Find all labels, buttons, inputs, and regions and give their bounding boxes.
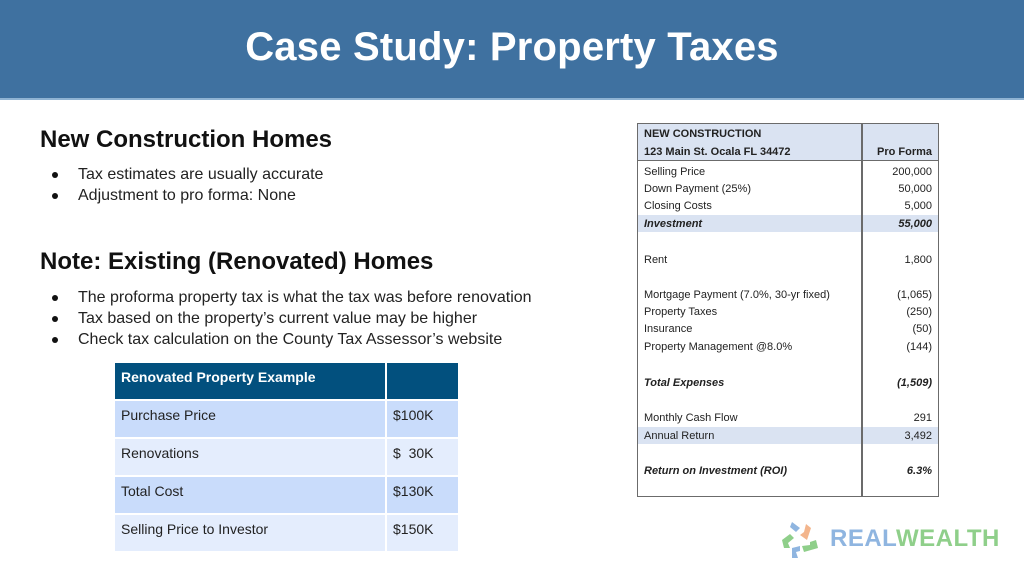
row-label: Annual Return (644, 429, 715, 442)
row-value: 5,000 (904, 199, 932, 212)
table-cell-value: $100K (386, 400, 459, 438)
pro-forma-header (638, 124, 938, 161)
pro-forma-title: NEW CONSTRUCTION (644, 128, 762, 140)
row-monthly-cash-flow (638, 409, 938, 426)
row-value: 50,000 (898, 182, 932, 195)
table-cell-value: $130K (386, 476, 459, 514)
pro-forma-column-header: Pro Forma (876, 146, 932, 158)
row-value: 1,800 (904, 253, 932, 266)
table-cell-label: Total Cost (114, 476, 386, 514)
row-value: 3,492 (904, 429, 932, 442)
table-cell-label: Purchase Price (114, 400, 386, 438)
existing-homes-bullets (50, 287, 532, 350)
row-investment (638, 215, 938, 232)
slide-title: Case Study: Property Taxes (245, 24, 779, 69)
existing-homes-heading: Note: Existing (Renovated) Homes (40, 248, 434, 275)
row-label: Total Expenses (644, 376, 725, 389)
table-header-cell (386, 362, 459, 400)
bullet-item: Tax based on the property’s current value may be higher (50, 308, 532, 329)
row-property-management (638, 338, 938, 355)
row-label: Insurance (644, 322, 693, 335)
new-construction-bullets (50, 164, 323, 206)
row-value: (1,065) (897, 288, 932, 301)
row-value: 55,000 (898, 217, 932, 230)
row-label: Closing Costs (644, 199, 712, 212)
bullet-item: Check tax calculation on the County Tax Assessor’s website (50, 329, 532, 350)
table-header-cell: Renovated Property Example (114, 362, 386, 400)
realwealth-logo (780, 518, 1000, 560)
row-annual-return (638, 427, 938, 444)
row-label: Rent (644, 253, 668, 266)
row-label: Down Payment (25%) (644, 182, 751, 195)
row-insurance (638, 320, 938, 337)
pinwheel-arrows-icon (780, 518, 824, 560)
logo-text (830, 525, 1000, 553)
logo-text-real: REAL (830, 525, 897, 552)
row-property-taxes (638, 303, 938, 320)
row-value: 200,000 (892, 165, 932, 178)
table-cell-label: Renovations (114, 438, 386, 476)
row-value: (250) (906, 305, 932, 318)
row-label: Investment (644, 217, 703, 230)
table-header-row (114, 362, 459, 400)
row-value: 6.3% (906, 464, 932, 477)
renovated-property-table (113, 361, 460, 553)
row-label: Property Taxes (644, 305, 718, 318)
row-rent (638, 251, 938, 268)
row-value: (1,509) (897, 376, 932, 389)
row-down-payment (638, 180, 938, 197)
row-label: Return on Investment (ROI) (644, 464, 788, 477)
row-label: Mortgage Payment (7.0%, 30-yr fixed) (644, 288, 830, 301)
table-row (114, 438, 459, 476)
row-selling-price (638, 163, 938, 180)
bullet-item: The proforma property tax is what the tax was before renovation (50, 287, 532, 308)
slide-header (0, 0, 1024, 100)
bullet-item: Adjustment to pro forma: None (50, 185, 323, 206)
row-mortgage (638, 286, 938, 303)
column-divider (861, 124, 863, 496)
row-roi (638, 462, 938, 479)
row-value: (144) (906, 340, 932, 353)
row-value: 291 (913, 411, 932, 424)
table-row (114, 476, 459, 514)
table-cell-label: Selling Price to Investor (114, 514, 386, 552)
row-total-expenses (638, 374, 938, 391)
row-value: (50) (912, 322, 932, 335)
table-row (114, 514, 459, 552)
row-label: Monthly Cash Flow (644, 411, 738, 424)
table-row (114, 400, 459, 438)
table-cell-value: $150K (386, 514, 459, 552)
new-construction-heading: New Construction Homes (40, 126, 333, 153)
pro-forma-sheet (637, 123, 939, 497)
logo-text-wealth: WEALTH (896, 525, 1000, 552)
row-label: Property Management @8.0% (644, 340, 793, 353)
table-cell-value: $ 30K (386, 438, 459, 476)
bullet-item: Tax estimates are usually accurate (50, 164, 323, 185)
row-label: Selling Price (644, 165, 706, 178)
row-closing-costs (638, 197, 938, 214)
pro-forma-address: 123 Main St. Ocala FL 34472 (644, 146, 791, 158)
